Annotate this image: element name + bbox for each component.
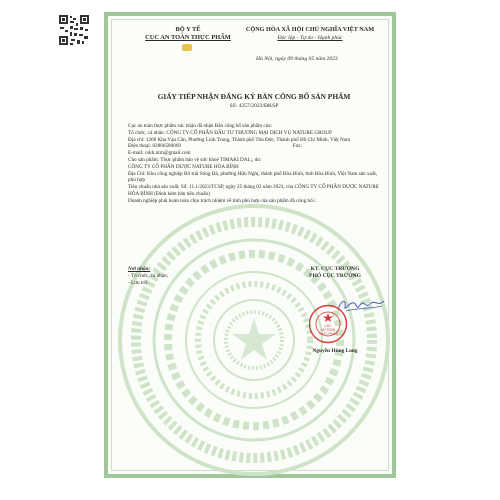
body-intro: Cục an toàn thực phẩm xác nhận đã nhận Bản công bố sản phẩm của: xyxy=(128,123,272,129)
body-phone: Điện thoại: 02866580069 xyxy=(128,143,182,150)
certificate-document xyxy=(104,12,396,478)
body-address: Địa chỉ: 1268 Kha Vạn Cân, Phường Linh Trung, Thành phố Thủ Đức, Thành phố Hồ Chí Minh, Việt Nam xyxy=(128,136,351,143)
qr-code-icon xyxy=(58,14,90,46)
agency-emblem-icon xyxy=(182,44,192,51)
body-fax: Fax: xyxy=(292,143,302,150)
national-header xyxy=(230,26,390,42)
body-manufacturer-address: Địa Chỉ: Khu công nghiệp Bờ trái Sông Đà, phường Hữu Nghị, thành phố Hòa Bình, tỉnh Hòa Bình, Việt Nam sản xuất, phù hợp xyxy=(128,170,378,184)
document-number: Số: 4257/2023/ĐKSP xyxy=(229,103,279,109)
stamp-text-line3: THỰC PHẨM xyxy=(318,332,338,336)
recipients-block xyxy=(128,266,168,286)
bronze-drum-watermark xyxy=(114,197,394,480)
body-product: Cho sản phẩm: Thực phẩm bảo vệ sức khoẻ TIMAKI DAL;, do: xyxy=(128,156,262,163)
body-responsibility: Doanh nghiệp phải hoàn toàn chịu trách nhiệm về tính phù hợp của sản phẩm đã công bố./. xyxy=(128,197,317,204)
document-title: GIẤY TIẾP NHẬN ĐĂNG KÝ BẢN CÔNG BỐ SẢN PHẨM xyxy=(157,92,351,101)
signature-title-line2: PHÓ CỤC TRƯỞNG xyxy=(309,273,361,279)
signer-name: Nguyễn Hùng Long xyxy=(312,348,358,354)
agency-name: CỤC AN TOÀN THỰC PHẨM xyxy=(145,34,231,41)
recipient-item: - Lưu trữ. xyxy=(128,279,149,286)
issue-date: Hà Nội, ngày 09 tháng 05 năm 2023 xyxy=(256,56,338,62)
stamp-text-line2: AN TOÀN xyxy=(320,328,336,332)
contact-row xyxy=(128,143,382,150)
ministry-name: BỘ Y TẾ xyxy=(175,26,201,33)
body-email: E-mail: cskh.ntm@gmail.com xyxy=(128,150,191,157)
stamp-text-line1: CỤC xyxy=(324,324,332,328)
ministry-header xyxy=(142,26,234,42)
official-stamp-icon xyxy=(308,304,348,344)
country-name: CỘNG HÒA XÃ HỘI CHỦ NGHĨA VIỆT NAM xyxy=(245,26,375,33)
body-standard: Tiêu chuẩn nhà sản xuất, Số: 11.1/2023/TCSP, ngày 25 tháng 03 năm 2023, của CÔNG TY CỔ PHẦN DƯỢC NATURE HÒA BÌNH (Đính kèm bản tiêu chuẩn) xyxy=(128,184,380,197)
signature-title-line1: KT. CỤC TRƯỞNG xyxy=(310,266,360,272)
national-motto: Độc lập - Tự do - Hạnh phúc xyxy=(277,35,343,41)
certificate-inner-border xyxy=(111,19,389,471)
body-manufacturer: CÔNG TY CỔ PHẦN DƯỢC NATURE HÒA BÌNH xyxy=(128,163,239,170)
qr-code xyxy=(58,14,90,46)
certificate-body xyxy=(128,123,382,205)
recipients-heading: Nơi nhận: xyxy=(128,266,151,272)
recipient-item: - Tổ chức, cá nhân; xyxy=(128,272,169,279)
body-organization: Tổ chức, cá nhân: CÔNG TY CỔ PHẦN ĐẦU TƯ THƯƠNG MẠI DỊCH VỤ NATURE GROUP xyxy=(128,129,332,136)
signature-title xyxy=(290,266,380,280)
